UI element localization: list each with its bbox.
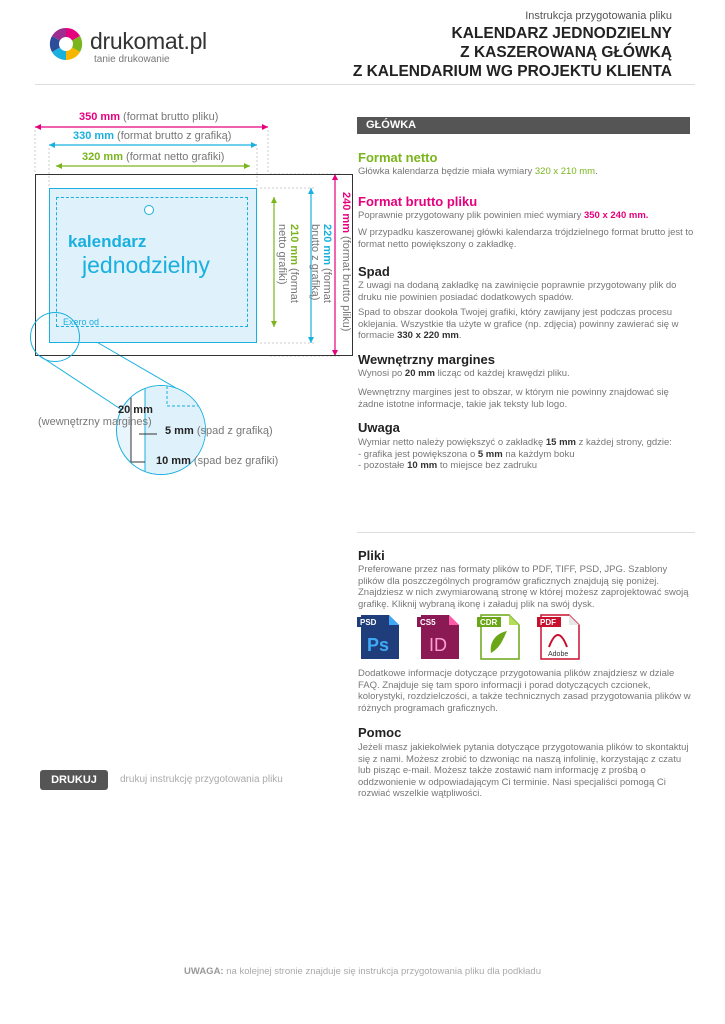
value: 5 mm (477, 448, 503, 460)
document-title (252, 24, 672, 81)
dimension-value: 320 mm (82, 151, 123, 163)
cs5-glyph: ID (429, 635, 447, 655)
pdf-glyph: Adobe (548, 651, 569, 658)
uwaga-line (358, 449, 694, 461)
footer-note (0, 966, 725, 977)
text: Wymiar netto należy powiększyć o zakładkę (358, 437, 546, 448)
title-line: Z KALENDARIUM WG PROJEKTU KLIENTA (352, 63, 672, 80)
dimension-value: 240 mm (340, 192, 352, 233)
text: z każdej strony, gdzie: (576, 437, 672, 448)
dimension-330-label (73, 130, 231, 142)
format-brutto-text-2: W przypadku kaszerowanej główki kalendarza trójdzielnego format brutto jest to format netto powiększony o zakładkę. (358, 227, 694, 250)
calendar-title-line1: kalendarz (68, 232, 147, 251)
text: licząc od każdej krawędzi pliku. (435, 368, 570, 379)
margin-desc: (wewnętrzny margines) (38, 416, 152, 428)
dimension-320-label (82, 151, 224, 163)
text: na każdym boku (502, 448, 575, 460)
dimension-220-label (309, 224, 333, 334)
bleed-5mm-label (165, 425, 273, 437)
spad-text-1: Z uwagi na dodaną zakładkę na zawinięcie poprawnie przygotowany plik do druku nie powinien posiadać dodatkowych spadów. (358, 280, 677, 303)
psd-file-icon[interactable] (357, 613, 401, 661)
uwaga-line (358, 460, 694, 472)
format-netto-heading: Format netto (358, 150, 438, 165)
pliki-heading: Pliki (358, 548, 385, 563)
dimension-desc: (format netto grafiki) (126, 151, 225, 163)
text: Spad to obszar dookoła Twojej grafiki, który zawijany jest podczas procesu oklejania. Wszystkie tła użyte w grafice (np. zdjęcia) powinny zawierać się w formacie (358, 307, 679, 341)
corel-file-icon[interactable] (477, 613, 521, 661)
logo-tagline: tanie drukowanie (94, 54, 170, 65)
pliki-text-2: Dodatkowe informacje dotyczące przygotowania plików znajdziesz w dziale FAQ. Znajduje się tam sporo informacji i porad dotyczących czcionek, kolorystyki, rozdzielczości, a także technicznych zasad przygotowania plików w różnych programach graficznych. (358, 668, 691, 714)
print-link[interactable]: drukuj instrukcję przygotowania pliku (120, 774, 283, 785)
dimension-value: 220 mm (321, 224, 333, 265)
dimension-value: 350 mm (79, 111, 120, 123)
dimension-value: 5 mm (165, 425, 194, 437)
cdr-label: CDR (480, 618, 498, 627)
dimension-desc: (format netto grafiki) (276, 224, 300, 303)
cs5-label: CS5 (420, 618, 436, 627)
format-netto-text (358, 166, 694, 178)
margin-20mm-label (118, 404, 153, 416)
bleed-10mm-label (156, 455, 278, 467)
pdf-label: PDF (540, 618, 556, 627)
text: Główka kalendarza będzie miała wymiary (358, 166, 535, 177)
dimension-value: 20 mm (118, 404, 153, 416)
section-bar-glowka: GŁÓWKA (357, 117, 690, 134)
spad-heading: Spad (358, 264, 390, 279)
margines-text-1 (358, 368, 694, 380)
format-brutto-heading: Format brutto pliku (358, 194, 478, 209)
calendar-corner-text: Exero od (63, 317, 100, 327)
dimension-desc: (format brutto z grafiką) (309, 224, 333, 303)
dimension-desc: (spad z grafiką) (196, 425, 273, 437)
title-line: Z KASZEROWANĄ GŁÓWKĄ (460, 44, 672, 61)
text: - pozostałe (358, 460, 408, 471)
pomoc-text: Jeżeli masz jakiekolwiek pytania dotyczące przygotowania plików to skontaktuj się z nami. Możesz zrobić to dzwoniąc na naszą infolinię, korzystając z czatu lub pisząc e-mail. Możesz także zostawić nam informację z prośbą o oddzwonienie w odpowiadającym Ci terminie. Nasi specjaliści pomogą Ci rozwiać wszelkie wątpliwości. (358, 742, 689, 799)
margines-text-2: Wewnętrzny margines jest to obszar, w którym nie powinny znajdować się żadne istotne informacje, takie jak teksty lub logo. (358, 387, 669, 410)
text: . (595, 166, 598, 177)
dimension-350-label (79, 111, 218, 123)
value: 15 mm (545, 437, 576, 448)
uwaga-text (358, 437, 694, 472)
footer-label: UWAGA: (184, 966, 224, 977)
uwaga-heading: Uwaga (358, 420, 400, 435)
document-subtitle: Instrukcja przygotowania pliku (525, 10, 672, 22)
value: 330 x 220 mm (397, 330, 459, 341)
text: to miejsce bez zadruku (437, 460, 538, 471)
psd-label: PSD (360, 618, 377, 627)
logo-text[interactable]: drukomat.pl (90, 28, 207, 54)
zoom-source-circle (30, 312, 80, 362)
header-divider (35, 84, 695, 85)
pdf-file-icon[interactable] (537, 613, 581, 661)
dimension-value: 210 mm (288, 224, 300, 265)
pliki-text-1: Preferowane przez nas formaty plików to PDF, TIFF, PSD, JPG. Szablony plików dla poszczególnych programów graficznych znajdują się poniżej. Znajdziesz w nich zwymiarowaną stronę w której możesz zaprojektować swoją grafikę. Kliknij wybraną ikonę i załaduj plik na swój dysk. (358, 564, 689, 610)
margines-heading: Wewnętrzny margines (358, 352, 496, 367)
spad-text-2 (358, 307, 694, 342)
footer-text: na kolejnej stronie znajduje się instrukcja przygotowania pliku dla podkładu (223, 966, 541, 977)
dimension-desc: (format brutto pliku) (340, 236, 352, 332)
dimension-desc: (format brutto pliku) (123, 111, 219, 123)
dimension-240-label (340, 192, 352, 331)
dimension-desc: (format brutto z grafiką) (117, 130, 232, 142)
print-button[interactable]: DRUKUJ (40, 770, 108, 790)
dimension-value: 10 mm (156, 455, 191, 467)
value: 20 mm (404, 368, 436, 379)
indesign-file-icon[interactable] (417, 613, 461, 661)
text: Wynosi po (358, 368, 405, 379)
drukomat-logo-icon (48, 26, 84, 62)
dimension-value: 330 mm (73, 130, 114, 142)
dimension-210-label (276, 224, 300, 324)
calendar-title-line2: jednodzielny (82, 252, 210, 278)
dimension-desc: (spad bez grafiki) (193, 455, 279, 467)
uwaga-line (358, 437, 694, 449)
psd-glyph: Ps (367, 635, 390, 655)
hanging-hole (144, 205, 154, 215)
text: Poprawnie przygotowany plik powinien mieć wymiary (358, 210, 584, 221)
section-divider (357, 532, 695, 533)
value: 350 x 240 mm. (583, 210, 649, 221)
value: 10 mm (407, 460, 438, 471)
format-brutto-text-1 (358, 210, 694, 222)
pomoc-heading: Pomoc (358, 725, 402, 740)
text: - grafika jest powiększona o (358, 448, 478, 460)
text: . (458, 330, 462, 341)
value: 320 x 210 mm (534, 166, 596, 177)
title-line: KALENDARZ JEDNODZIELNY (451, 25, 672, 42)
